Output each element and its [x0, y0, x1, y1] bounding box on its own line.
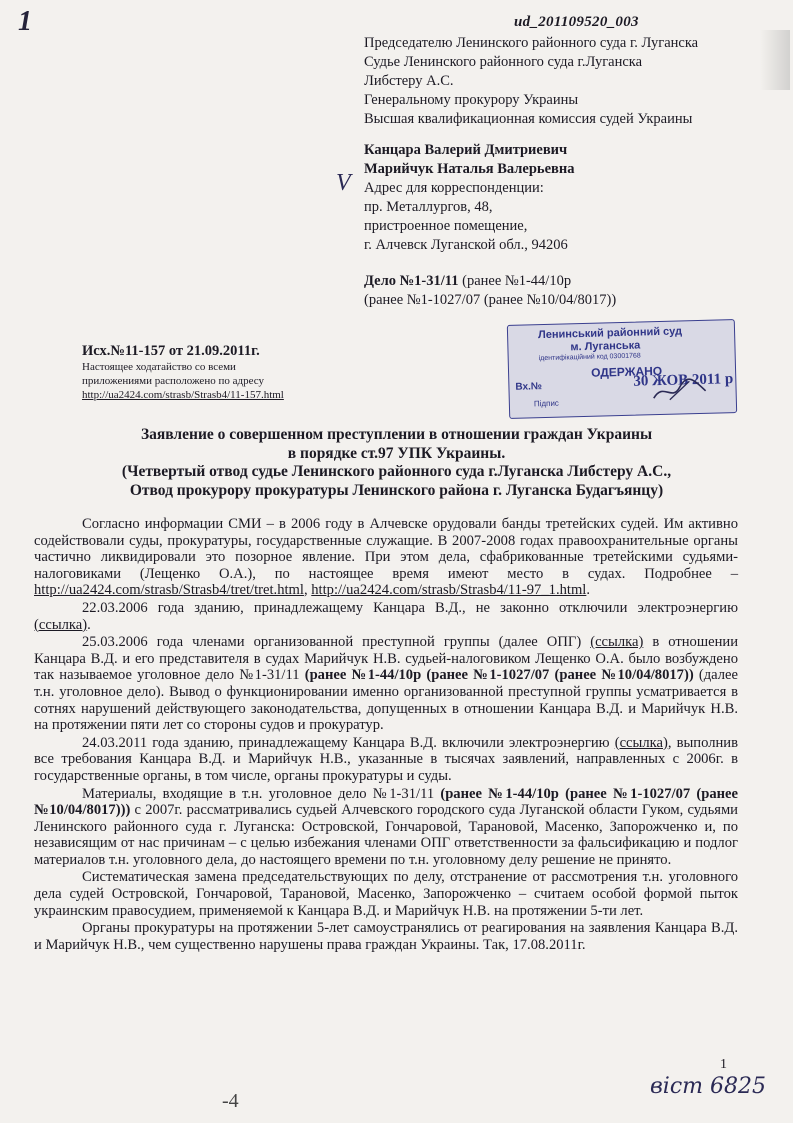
outgoing-number: Исх.№11-157 от 21.09.2011г. [82, 343, 260, 359]
separator: , [303, 582, 312, 599]
paragraph: Органы прокуратуры на протяжении 5-лет самоустранялись от реагирования на заявления Канцара В.Д. и Марийчук Н.В., чем существенно нарушены права граждан Украины. Так, 17.08.2011г. [34, 920, 738, 953]
paragraph [34, 786, 738, 869]
paragraph [34, 735, 738, 785]
stamp-code: ідентифікаційний код 03001768 [538, 352, 641, 363]
paragraph-text: 22.03.2006 года зданию, принадлежащему Канцара В.Д., не законно отключили электроэнергию [82, 599, 738, 616]
stamp-date: 30 ЖОВ 2011 р [633, 371, 734, 390]
stamp-received: ОДЕРЖАНО [590, 363, 663, 380]
addressee-line: Генеральному прокурору Украины [364, 92, 579, 108]
addressee-line: Председателю Ленинского районного суда г. Луганска [364, 35, 699, 51]
paragraph-text: 24.03.2011 года зданию, принадлежащему Канцара В.Д. включили электроэнергию [82, 734, 615, 751]
reference-link[interactable]: (ссылка) [590, 634, 644, 651]
case-previous: (ранее №1-44/10р [458, 273, 572, 289]
article-link[interactable]: http://ua2424.com/strasb/Strasb4/11-97_1.html [311, 582, 587, 599]
addressee-line: Либстеру А.С. [364, 73, 454, 89]
address-line: пр. Металлургов, 48, [364, 199, 493, 215]
case-history-bold: (ранее №1-44/10р (ранее №1-1027/07 (ранее №10/04/8017)) [304, 667, 694, 684]
court-received-stamp [507, 319, 737, 419]
outgoing-url-link[interactable]: http://ua2424.com/strasb/Strasb4/11-157.html [82, 389, 284, 401]
case-history-bold: (ранее №1-44/10р (ранее №1-1027/07 (ранее №10/04/8017))) [34, 785, 738, 819]
paragraph [34, 516, 738, 599]
addressee-block [364, 34, 698, 129]
page-number: 1 [720, 1057, 727, 1072]
case-number: Дело №1-31/11 [364, 273, 459, 289]
document-body [34, 516, 738, 954]
paragraph-end: . [586, 582, 591, 599]
title-line: Отвод прокурору прокуратуры Ленинского района г. Луганска Будагъянцу) [129, 481, 664, 499]
address-label: Адрес для корреспонденции: [364, 180, 544, 196]
handwritten-registration-note: віст 6825 [650, 1074, 767, 1099]
handwritten-tick: V [336, 170, 351, 196]
outgoing-note: Настоящее ходатайство со всеми [82, 361, 236, 373]
sender-block [364, 141, 574, 255]
title-line: (Четвертый отвод судье Ленинского районного суда г.Луганска Либстеру А.С., [121, 463, 672, 480]
scan-shadow [760, 30, 790, 90]
paragraph-text: с 2007г. рассматривались судьей Алчевского городского суда Луганской области Гуком, судьями Ленинского районного суда г. Луганска: Островской, Гончаровой, Тарановой, Масенко, Запорожченко и, по независящим от нас причинам – с целью избежания членами ОПГ ответственности за фальсификацию и подлог материалов т.н. уголовного дела, до настоящего времени по т.н. уголовному делу решение не принято. [34, 802, 738, 868]
case-number-block [364, 272, 616, 310]
stamp-incoming-number: Вх.№ [515, 381, 543, 393]
addressee-line: Высшая квалификационная комиссия судей Украины [364, 111, 693, 127]
paragraph [34, 600, 738, 633]
address-line: г. Алчевск Луганской обл., 94206 [364, 237, 568, 253]
paragraph-text: Материалы, входящие в т.н. уголовное дело №1-31/11 [82, 785, 441, 802]
outgoing-note: приложениями расположено по адресу [82, 375, 264, 387]
document-id: ud_201109520_003 [514, 14, 639, 30]
stamp-city: м. Луганська [570, 339, 641, 354]
document-title [0, 426, 793, 500]
paragraph-text: 25.03.2006 года членами организованной преступной группы (далее ОПГ) [82, 634, 591, 651]
paragraph [34, 634, 738, 734]
case-previous-line: (ранее №1-1027/07 (ранее №10/04/8017)) [364, 292, 617, 308]
address-line: пристроенное помещение, [364, 218, 528, 234]
paragraph-text: (далее т.н. уголовное дело). Вывод о функционировании именно организованной преступной группы усматривается в сотнях нарушений действующего законодательства, допущенных в отношении Канцара В.Д. и Марийчук Н.В. на протяжении пяти лет со стороны судов и прокуратур. [34, 667, 738, 734]
sender-name: Марийчук Наталья Валерьевна [364, 161, 575, 177]
stamp-signature-label: Підпис [533, 398, 559, 409]
reference-link[interactable]: (ссылка) [34, 616, 88, 633]
reference-link[interactable]: (ссылка) [614, 734, 668, 751]
footer-scan-mark: -4 [222, 1090, 239, 1112]
stamp-court-name: Ленинський районний суд [537, 325, 683, 342]
sender-name: Канцара Валерий Дмитриевич [364, 142, 568, 158]
paragraph-end: . [87, 616, 91, 633]
paragraph-text: Согласно информации СМИ – в 2006 году в Алчевске орудовали банды третейских судей. Им активно содействовали суды, прокуратуры, государственные служащие. В 2007-2008 годах правоохранительные органы частично ликвидировали это позорное явление. При этом дела, сфабрикованные третейскими судьями-налоговиками (Лещенко О.А.), по настоящее время имеют место в судах. Подробнее – [34, 516, 738, 582]
title-line: Заявление о совершенном преступлении в отношении граждан Украины [140, 426, 653, 443]
addressee-line: Судье Ленинского районного суда г.Луганска [364, 54, 643, 70]
tret-link[interactable]: http://ua2424.com/strasb/Strasb4/tret/tret.html [34, 582, 304, 599]
title-line: в порядке ст.97 УПК Украины. [287, 444, 506, 462]
paragraph: Систематическая замена председательствующих по делу, отстранение от рассмотрения т.н. уголовного дела судей Островской, Гончаровой, Тарановой, Масенко, Запорожченко – считаем особой формой пыток украинским правосудием, применяемой к Канцара В.Д. и Марийчук Н.В. на протяжении 5-ти лет. [34, 869, 738, 919]
corner-handwritten-mark: 1 [18, 6, 32, 37]
outgoing-block [82, 342, 284, 402]
stamp-signature [649, 375, 710, 407]
paragraph-text: , выполнив все требования Канцара В.Д. и Марийчук Н.В., указанные в тысячах заявлений, направленных с 2006г. в государственные органы, в том числе, органы прокуратуры и суды. [34, 734, 739, 784]
paragraph-text: в отношении Канцара В.Д. и его представителя в судах Марийчук Н.В. судьей-налоговиком Лещенко О.А. было возбуждено так называемое уголовное дело №1-31/11 [34, 634, 739, 684]
